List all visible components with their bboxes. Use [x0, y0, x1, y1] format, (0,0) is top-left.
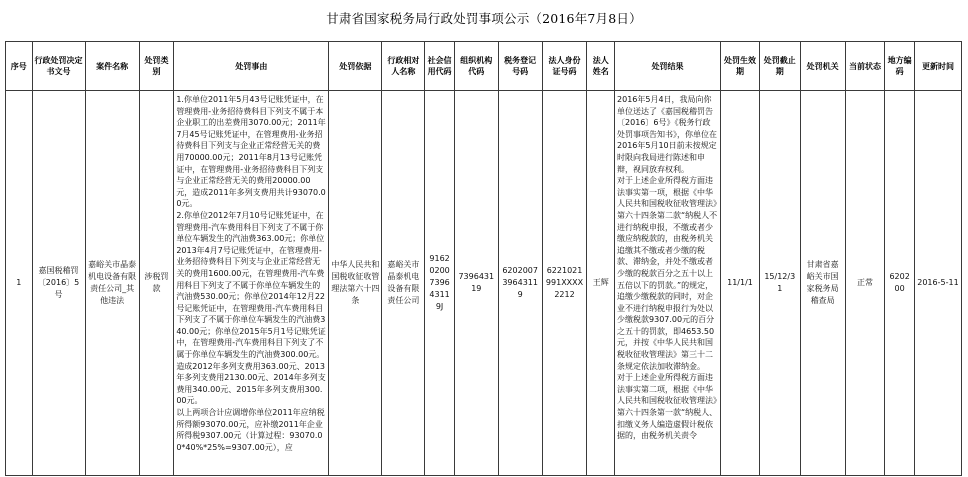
page-title: 甘肃省国家税务局行政处罚事项公示（2016年7月8日） — [326, 11, 642, 26]
header-tax-reg: 税务登记号码 — [498, 42, 542, 91]
cell-end-date: 15/12/31 — [759, 91, 800, 476]
cell-reason — [174, 91, 329, 476]
reason-text: 1.你单位2011年5月43号记账凭证中，在管理费用-业务招待费科目下列支不属于本企业职工的出差费用3070.00元；2011年7月45号记账凭证中，在管理费用-业务招待费科目下列支与企业正常经营无关的费用70000.00元；2011年8月13号记账凭证中，在管理费用-业务招待费科目下列支与企业正常经营无关的费用20000.00元，造成2011年多列支费用共计93070.00元。 2.你单位2012年7月10号记账凭证中，在管理费用-汽车费用科目下列支了不属于你单位车辆发生的汽油费363.00元；你单位2013年4月7号记账凭证中，在管理费用-业务招待费科目下列支与企业正常经营无关的费用1600.00元，在管理费用-汽车费用科目下列支了不属于你单位车辆发生的汽油费530.00元；你单位2014年12月22号记账凭证中，在管理费用-汽车费用科目下列支了不属于你单位车辆发生的汽油费340.00元；你单位2015年5月1号记账凭证中，在管理费用-汽车费用科目下列支了不属于你单位车辆发生的汽油费300.00元。造成2012年多列支费用363.00元、2013年多列支费用2130.00元、2014年多列支费用340.00元、2015年多列支费用300.00元。 以上两项合计应调增你单位2011年应纳税所得额93070.00元，应补缴2011年企业所得税9307.00元（计算过程：93070.00*40%*25%=9307.00元），应 — [176, 95, 326, 452]
cell-doc-no: 嘉国税稽罚〔2016〕5号 — [32, 91, 85, 476]
cell-effective-date: 11/1/1 — [721, 91, 760, 476]
header-end-date: 处罚截止期 — [759, 42, 800, 91]
cell-result — [615, 91, 721, 476]
header-legal-id: 法人身份证号码 — [542, 42, 587, 91]
penalty-table — [5, 41, 962, 476]
cell-credit-code: 9162020073964311 9J — [425, 91, 455, 476]
header-result: 处罚结果 — [615, 42, 721, 91]
cell-category: 涉税罚款 — [139, 91, 174, 476]
header-area-code: 地方编码 — [885, 42, 915, 91]
header-case-name: 案件名称 — [85, 42, 139, 91]
header-update-time: 更新时间 — [914, 42, 961, 91]
cell-legal-id: 6221021991XXXX2212 — [542, 91, 587, 476]
header-authority: 处罚机关 — [800, 42, 845, 91]
header-basis: 处罚依据 — [329, 42, 382, 91]
cell-authority: 甘肃省嘉峪关市国家税务局稽查局 — [800, 91, 845, 476]
header-legal-name: 法人姓名 — [587, 42, 615, 91]
result-text: 2016年5月4日，我局向你单位送达了《嘉国税稽罚告〔2016〕6号》《税务行政处罚事项告知书》，你单位在2016年5月10日前未按规定时限向我局进行陈述和申辩，视同放弃权利。 对于上述企业所得税方面违法事实第一项，根据《中华人民共和国税收征收管理法》第六十四条第二款“纳税人不进行纳税申报，不缴或者少缴应纳税款的，由税务机关追缴其不缴或者少缴的税款、滞纳金，并处不缴或者少缴的税款百分之五十以上五倍以下的罚款。”的规定，追缴少缴税款的同时，对企业不进行纳税申报行为处以少缴税款9307.00元的百分之五十的罚款，即4653.50元，并按《中华人民共和国税收征收管理法》第三十二条规定依法加收滞纳金。 对于上述企业所得税方面违法事实第二项，根据《中华人民共和国税收征收管理法》第六十四条第一款“纳税人、扣缴义务人编造虚假计税依据的，由税务机关责令 — [617, 95, 718, 441]
header-effective-date: 处罚生效期 — [721, 42, 760, 91]
header-reason: 处罚事由 — [174, 42, 329, 91]
cell-case-name: 嘉峪关市晶泰机电设备有限责任公司_其他违法 — [85, 91, 139, 476]
header-credit-code: 社会信用代码 — [425, 42, 455, 91]
cell-tax-reg: 620200739643119 — [498, 91, 542, 476]
cell-party-name: 嘉峪关市晶泰机电设备有限责任公司 — [382, 91, 425, 476]
header-category: 处罚类别 — [139, 42, 174, 91]
table-header-row — [6, 42, 962, 91]
cell-update-time: 2016-5-11 — [914, 91, 961, 476]
cell-status: 正常 — [845, 91, 885, 476]
cell-area-code: 620200 — [885, 91, 915, 476]
header-seq: 序号 — [6, 42, 33, 91]
table-row — [6, 91, 962, 476]
cell-legal-name: 王辉 — [587, 91, 615, 476]
header-doc-no: 行政处罚决定书文号 — [32, 42, 85, 91]
header-status: 当前状态 — [845, 42, 885, 91]
cell-seq: 1 — [6, 91, 33, 476]
cell-basis: 中华人民共和国税收征收管理法第六十四条 — [329, 91, 382, 476]
header-org-code: 组织机构代码 — [454, 42, 498, 91]
cell-org-code: 739643119 — [454, 91, 498, 476]
header-party-name: 行政相对人名称 — [382, 42, 425, 91]
